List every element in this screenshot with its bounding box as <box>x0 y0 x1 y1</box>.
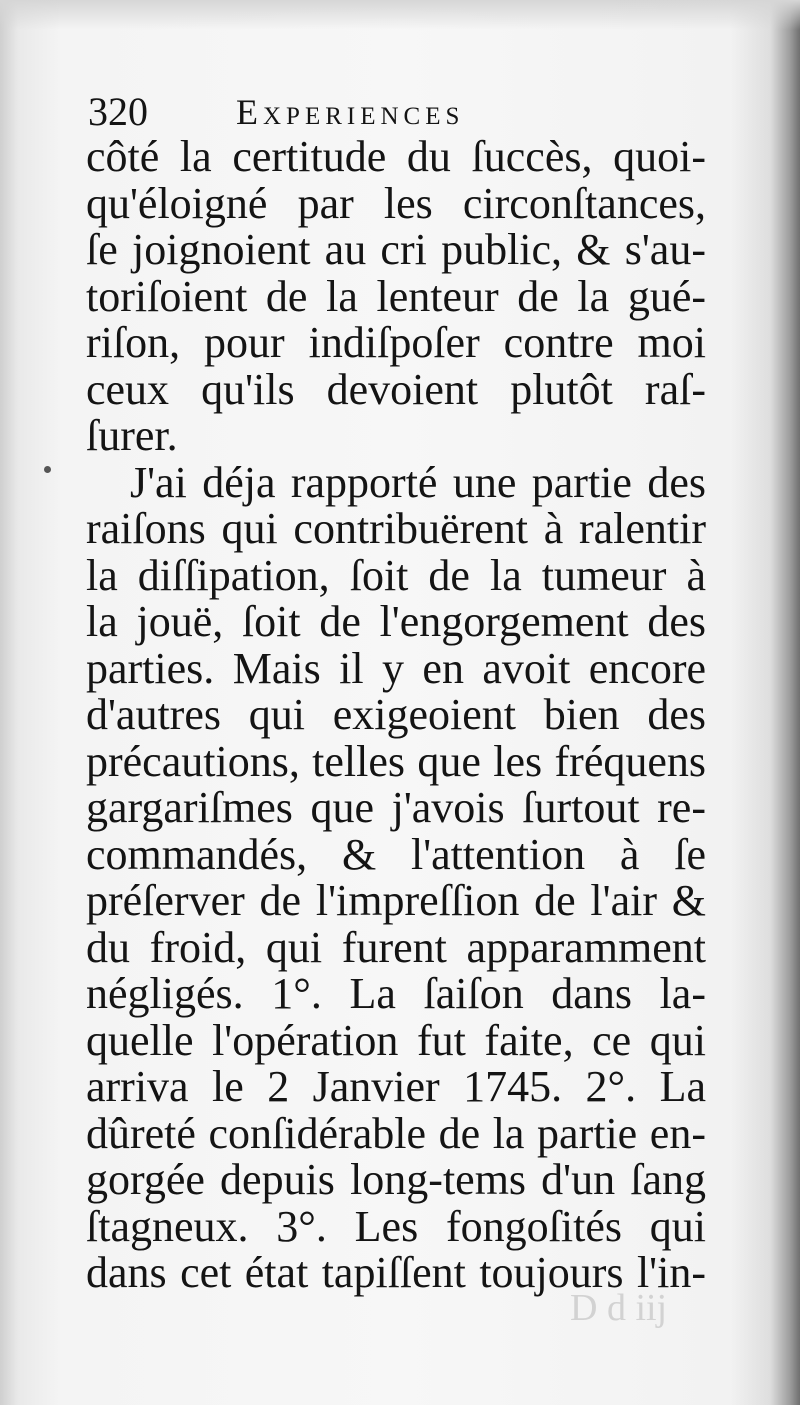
signature-mark: D d iij <box>570 1287 668 1329</box>
text-line: négligés. 1°. La ſaiſon dans la- <box>86 969 706 1018</box>
text-line: riſon, pour indiſpoſer contre moi <box>86 318 706 367</box>
text-line: côté la certitude du ſuccès, quoi- <box>86 132 706 181</box>
text-line: préſerver de l'impreſſion de l'air & <box>86 876 706 925</box>
text-line: la diſſipation, ſoit de la tumeur à <box>86 550 706 600</box>
text-line: dûreté conſidérable de la partie en- <box>86 1108 706 1158</box>
text-line: ſtagneux. 3°. Les fongoſités qui <box>86 1201 706 1251</box>
text-line: du froid, qui furent apparamment <box>86 922 706 972</box>
text-line: d'autres qui exigeoient bien des <box>86 690 706 739</box>
text-line: précautions, telles que les fréquens <box>86 736 706 786</box>
text-line: ſe joignoient au cri public, & s'au- <box>86 225 706 274</box>
running-title: Experiences <box>236 92 465 132</box>
text-line: dans cet état tapiſſent toujours l'in- <box>86 1248 706 1297</box>
text-line: qu'éloigné par les circonſtances, <box>86 178 706 228</box>
text-line: ſurer. <box>86 411 178 460</box>
paragraph-start-line: J'ai déja rapporté une partie des <box>130 457 706 507</box>
text-line: gargariſmes que j'avois ſurtout re- <box>86 783 706 832</box>
text-line: quelle l'opération fut faite, ce qui <box>86 1015 706 1065</box>
text-line: parties. Mais il y en avoit encore <box>86 643 706 693</box>
text-line: arriva le 2 Janvier 1745. 2°. La <box>86 1062 706 1111</box>
text-line: raiſons qui contribuërent à ralentir <box>86 504 706 553</box>
text-line: commandés, & l'attention à ſe <box>86 829 706 879</box>
page-top-shadow <box>0 0 800 30</box>
text-line: gorgée depuis long-tems d'un ſang <box>86 1155 706 1204</box>
margin-mark <box>44 466 51 473</box>
text-line: ceux qu'ils devoient plutôt raſ- <box>86 364 706 414</box>
text-line: la jouë, ſoit de l'engorgement des <box>86 597 706 646</box>
body-text <box>86 134 706 1297</box>
text-line: toriſoient de la lenteur de la gué- <box>86 271 706 321</box>
page-number: 320 <box>88 89 148 134</box>
